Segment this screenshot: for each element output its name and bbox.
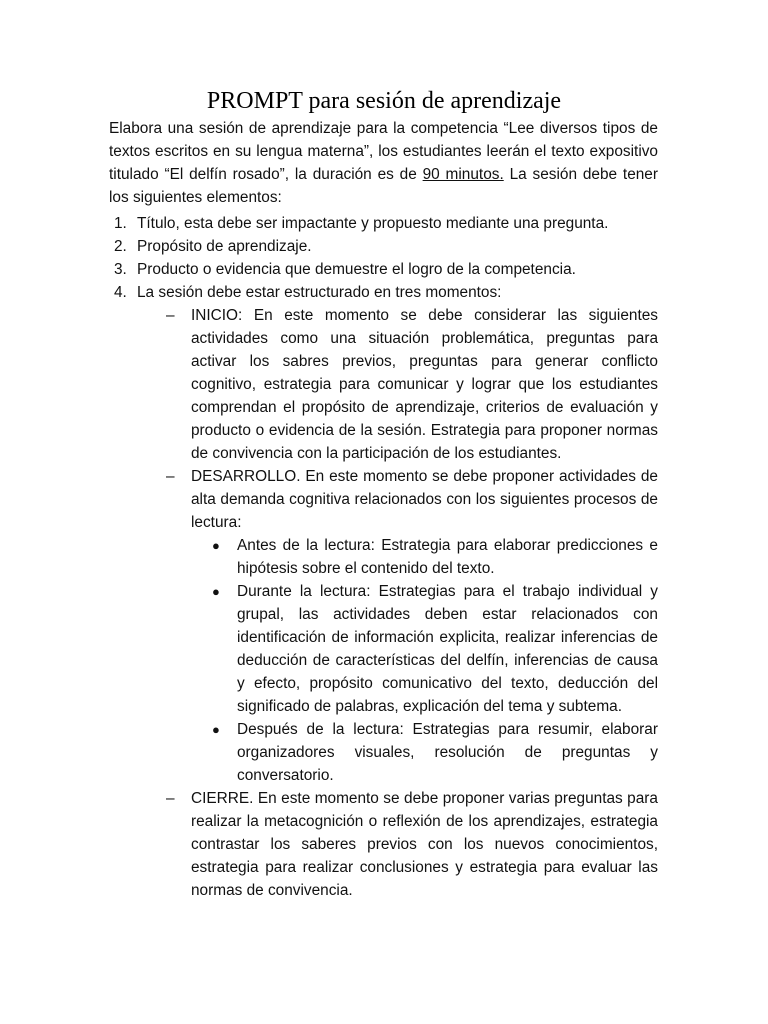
- bullet-marker: ●: [212, 722, 220, 737]
- list-item-text: La sesión debe estar estructurado en tres momentos:: [137, 284, 502, 301]
- moment-inicio: [166, 304, 658, 465]
- sub-item-text: Durante la lectura: Estrategias para el trabajo individual y grupal, las actividades deben estar relacionados con identificación de información explicita, realizar inferencias de deducción de características del delfín, inferencias de causa y efecto, propósito comunicativo del texto, deducción del significado de palabras, explicación del tema y subtema.: [237, 583, 658, 715]
- sub-item-durante: [212, 580, 658, 718]
- list-item-4: [109, 281, 658, 304]
- list-item-text: Producto o evidencia que demuestre el logro de la competencia.: [137, 261, 576, 278]
- elements-list: [109, 212, 658, 902]
- list-item-3: [109, 258, 658, 281]
- sub-item-despues: [212, 718, 658, 787]
- sub-item-text: Antes de la lectura: Estrategia para elaborar predicciones e hipótesis sobre el contenido del texto.: [237, 537, 658, 577]
- list-number: 1.: [114, 215, 127, 232]
- intro-paragraph: [109, 117, 658, 209]
- dash-marker: –: [166, 307, 175, 324]
- bullet-marker: ●: [212, 584, 220, 599]
- moment-text: DESARROLLO. En este momento se debe proponer actividades de alta demanda cognitiva relacionados con los siguientes procesos de lectura:: [191, 468, 658, 531]
- list-number: 3.: [114, 261, 127, 278]
- dash-marker: –: [166, 790, 175, 807]
- intro-text-after: La sesión debe tener los siguientes elementos:: [109, 166, 658, 206]
- list-number: 4.: [114, 284, 127, 301]
- list-item-text: Propósito de aprendizaje.: [137, 238, 312, 255]
- page-title: PROMPT para sesión de aprendizaje: [206, 88, 562, 114]
- intro-text-before: Elabora una sesión de aprendizaje para la competencia “Lee diversos tipos de textos escritos en su lengua materna”, los estudiantes leerán el texto expositivo titulado “El delfín rosado”, la duración es de: [109, 120, 658, 183]
- list-item-2: [109, 235, 658, 258]
- list-item-1: [109, 212, 658, 235]
- bullet-marker: ●: [212, 538, 220, 553]
- list-item-text: Título, esta debe ser impactante y propuesto mediante una pregunta.: [137, 215, 609, 232]
- duration-text: 90 minutos.: [422, 166, 504, 183]
- sub-item-text: Después de la lectura: Estrategias para resumir, elaborar organizadores visuales, resolución de preguntas y conversatorio.: [237, 721, 658, 784]
- sub-item-antes: [212, 534, 658, 580]
- list-number: 2.: [114, 238, 127, 255]
- moment-text: CIERRE. En este momento se debe proponer varias preguntas para realizar la metacognición o reflexión de los aprendizajes, estrategia contrastar los saberes previos con los nuevos conocimientos, estrategia para realizar conclusiones y estrategia para evaluar las normas de convivencia.: [191, 790, 658, 899]
- dash-marker: –: [166, 468, 175, 485]
- moment-desarrollo: [166, 465, 658, 787]
- moment-cierre: [166, 787, 658, 902]
- moment-text: INICIO: En este momento se debe considerar las siguientes actividades como una situación problemática, preguntas para activar los sabres previos, preguntas para generar conflicto cognitivo, estrategia para comunicar y lograr que los estudiantes comprendan el propósito de aprendizaje, criterios de evaluación y producto o evidencia de la sesión. Estrategia para proponer normas de convivencia con la participación de los estudiantes.: [191, 307, 658, 462]
